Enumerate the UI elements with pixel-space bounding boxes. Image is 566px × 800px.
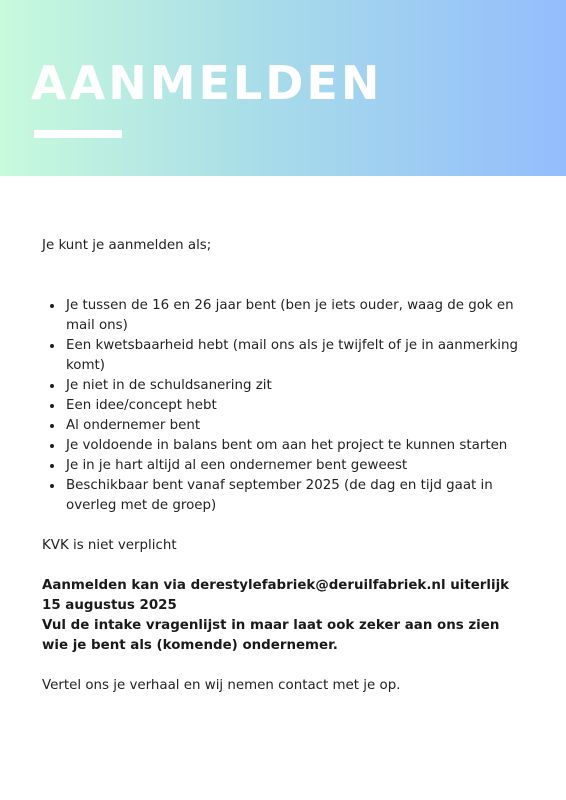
intro-text: Je kunt je aanmelden als; — [42, 238, 212, 253]
outro-text: Vertel ons je verhaal en wij nemen contact met je op. — [42, 678, 401, 693]
list-item: • Je niet in de schuldsanering zit — [64, 376, 522, 396]
list-item: • Een kwetsbaarheid hebt (mail ons als je twijfelt of je in aanmerking komt) — [64, 336, 522, 376]
requirements-list — [42, 296, 522, 516]
header-banner — [0, 0, 566, 176]
page-title: AANMELDEN — [31, 56, 383, 110]
list-item: • Al ondernemer bent — [64, 416, 522, 436]
kvk-note: KVK is niet verplicht — [42, 538, 177, 553]
content-body — [42, 236, 522, 696]
title-underline — [34, 130, 122, 138]
intake-text: Vul de intake vragenlijst in maar laat ook zeker aan ons zien wie je bent als (komende) ondernemer. — [42, 618, 500, 653]
list-item: • Je voldoende in balans bent om aan het project te kunnen starten — [64, 436, 522, 456]
list-item: • Je in je hart altijd al een ondernemer bent geweest — [64, 456, 522, 476]
list-item: • Een idee/concept hebt — [64, 396, 522, 416]
registration-text: Aanmelden kan via derestylefabriek@deruilfabriek.nl uiterlijk 15 augustus 2025 — [42, 578, 510, 613]
list-item: • Beschikbaar bent vanaf september 2025 (de dag en tijd gaat in overleg met de groep) — [64, 476, 522, 516]
list-item: • Je tussen de 16 en 26 jaar bent (ben je iets ouder, waag de gok en mail ons) — [64, 296, 522, 336]
